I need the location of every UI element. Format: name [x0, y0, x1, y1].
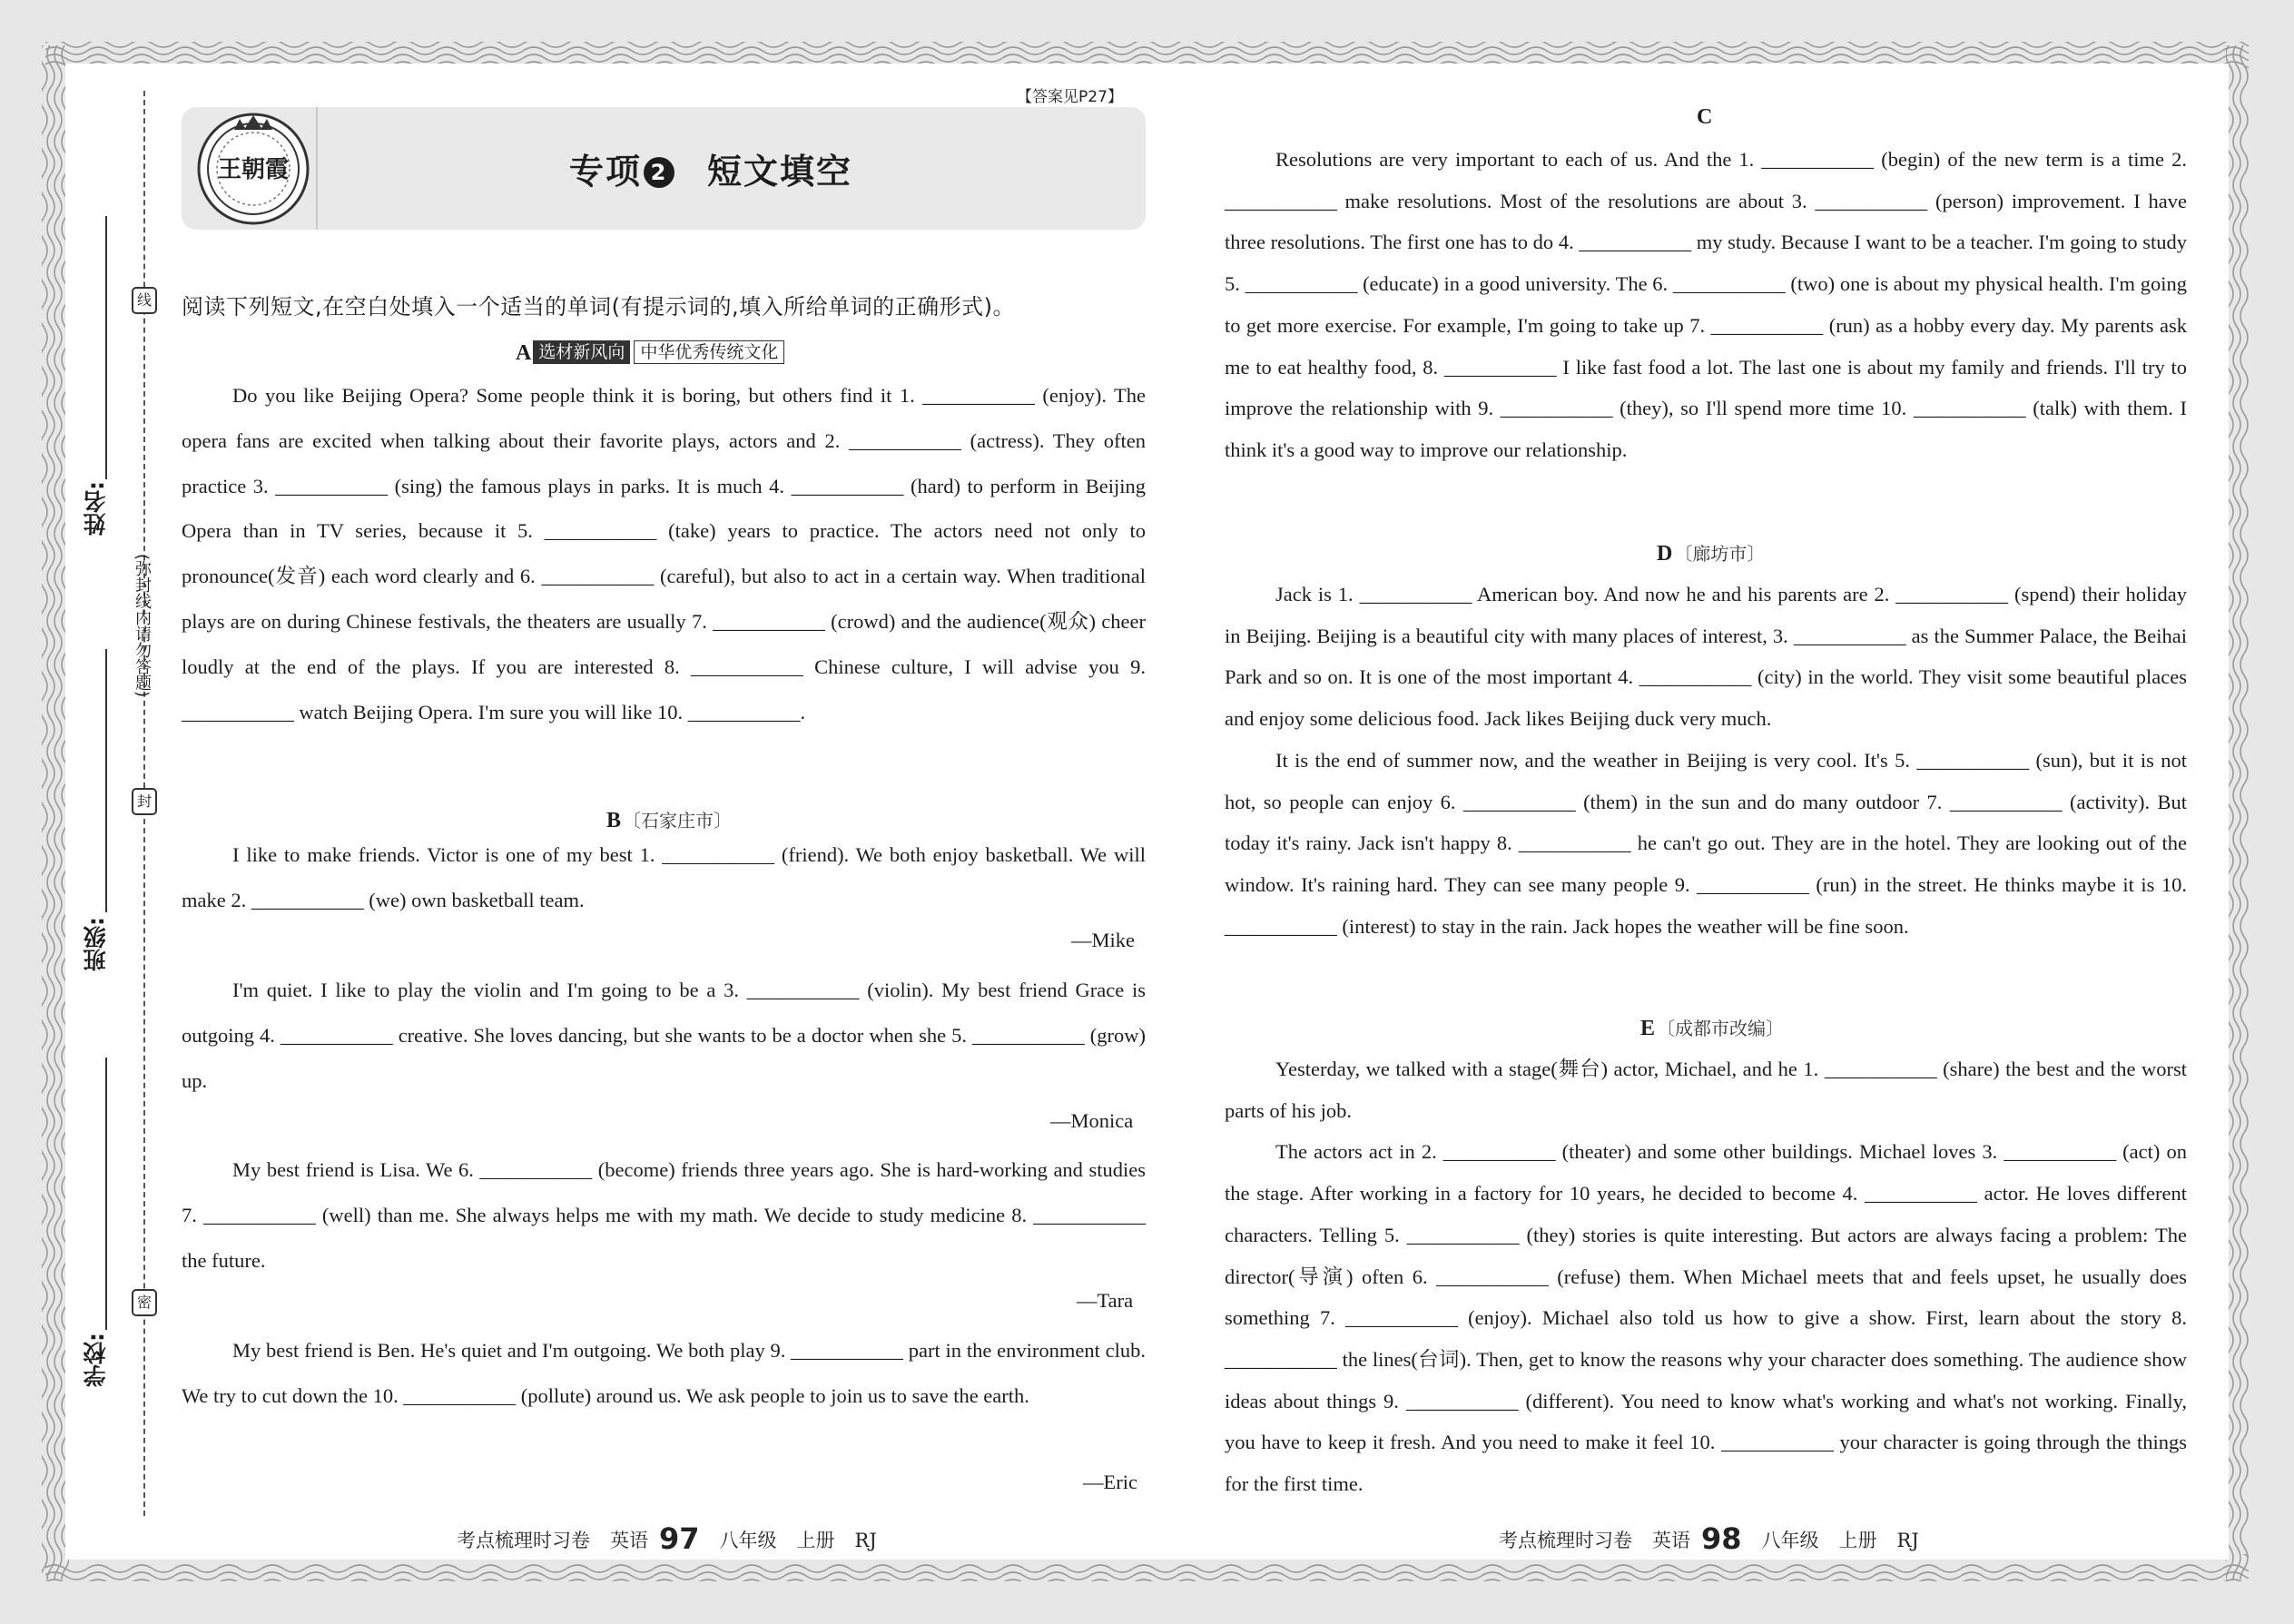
section-e-p1: Yesterday, we talked with a stage(舞台) actor, Michael, and he 1. ___________ (share) the best and the worst parts of his job. [1225, 1058, 2187, 1122]
footer-left-series: 考点梳理时习卷 [457, 1530, 590, 1551]
signature-monica: —Monica [1050, 1109, 1134, 1132]
section-c-passage [1225, 139, 2187, 471]
section-d-source: 〔廊坊市〕 [1674, 543, 1766, 565]
page-title [569, 143, 852, 193]
publisher-logo-seal [194, 110, 312, 228]
binding-mark-bottom: 密 [132, 1289, 157, 1316]
section-b-p3-block [182, 1147, 1146, 1283]
signature-eric: —Eric [1083, 1471, 1137, 1493]
section-e-p2: The actors act in 2. ___________ (theater) and some other buildings. Michael loves 3. ___________ (act) on the stage. After working in a factory for 10 years, he decided to become 4. ___________ actor. He loves different characters. Telling 5. ___________ (they) stories is quite interesting. But actors are always facing a problem: The director(导演) often 6. ___________ (refuse) them. When Michael meets that and feels upset, he usually does something 7. ___________ (enjoy). Michael also told us how to give a show. First, learn about the story 8. ___________ the lines(台词). Then, get to know the reasons why your character does something. The audience show ideas about things 9. ___________ (different). You need to know what's working and what's not working. Finally, you have to keep it fresh. And you need to make it feel 10. ___________ your character is going through the things for the first time. [1225, 1140, 2187, 1496]
section-c-heading [1697, 105, 1712, 130]
footer-left-grade: 八年级 [719, 1530, 777, 1551]
section-a-heading [516, 339, 784, 366]
section-c-letter: C [1697, 105, 1713, 129]
title-prefix: 专项 [569, 152, 643, 192]
section-a-paragraph: Do you like Beijing Opera? Some people think it is boring, but others find it 1. ___________ (enjoy). The opera fans are excited when talking about their favorite plays, actors and 2. ___________ (actress). They often practice 3. ___________ (sing) the famous plays in parks. It is much 4. ___________ (hard) to perform in Beijing Opera than in TV series, because it 5. ___________ (take) years to practice. The actors need not only to pronounce(发音) each word clearly and 6. ___________ (careful), but also to act in a certain way. When traditional plays are on during Chinese festivals, the theaters are usually 7. ___________ (crowd) and the audience(观众) cheer loudly at the end of the plays. If you are interested 8. ___________ Chinese culture, I will advise you 9. ___________ watch Beijing Opera. I'm sure you will like 10. ___________. [182, 384, 1146, 723]
title-number-badge: 2 [644, 157, 674, 188]
section-b-source: 〔石家庄市〕 [623, 810, 733, 832]
signature-mike: —Mike [1071, 929, 1135, 951]
instructions: 阅读下列短文,在空白处填入一个适当的单词(有提示词的,填入所给单词的正确形式)。 [182, 294, 1015, 320]
section-e-passage [1225, 1048, 2187, 1505]
binding-mark-middle: 封 [132, 788, 157, 815]
section-c-paragraph: Resolutions are very important to each of us. And the 1. ___________ (begin) of the new term is a time 2. ___________ make resolutions. Most of the resolutions are about 3. ___________ (person) improvement. I have three resolutions. The first one has to do 4. ___________ my study. Because I want to be a teacher. I'm going to study 5. ___________ (educate) in a good university. The 6. ___________ (two) one is about my physical health. I'm going to get more exercise. For example, I'm going to take up 7. ___________ (run) as a hobby every day. My parents ask me to eat healthy food, 8. ___________ I like fast food a lot. The last one is about my family and friends. I'll try to improve the relationship with 9. ___________ (they), so I'll spend more time 10. ___________ (talk) with them. I think it's a good way to improve our relationship. [1225, 148, 2187, 461]
section-a-passage [182, 373, 1146, 734]
binding-note: (弥封线内请勿答题) [133, 554, 152, 698]
section-e-letter: E [1640, 1017, 1656, 1040]
school-field-line[interactable] [105, 1058, 107, 1330]
name-field-line[interactable] [105, 216, 107, 479]
section-b-p1: I like to make friends. Victor is one of my best 1. ___________ (friend). We both enjoy basketball. We will make 2. ___________ (we) own basketball team. [182, 843, 1146, 911]
badge-dark: 选材新风向 [533, 340, 630, 364]
footer-left-edition: RJ [854, 1530, 877, 1551]
section-d-passage [1225, 574, 2187, 947]
class-field-line[interactable] [105, 649, 107, 912]
title-text: 短文填空 [707, 152, 853, 192]
footer-right-edition: RJ [1896, 1530, 1919, 1551]
footer-left-volume: 上册 [796, 1530, 835, 1551]
section-d-p2: It is the end of summer now, and the weather in Beijing is very cool. It's 5. ___________ (sun), but it is not hot, so people can enjoy 6. ___________ (them) in the sun and do many outdoor 7. ___________ (activity). But today it's rainy. Jack isn't happy 8. ___________ he can't go out. They are in the hotel. They are looking out of the window. It's raining hard. They can see many people 9. ___________ (run) in the street. He thinks maybe it is 10. ___________ (interest) to stay in the rain. Jack hopes the weather will be fine soon. [1225, 748, 2187, 938]
logo-divider [316, 107, 318, 230]
section-b-p4-block [182, 1328, 1146, 1419]
binding-mark-top: 线 [132, 287, 157, 314]
section-b-p2-block [182, 968, 1146, 1103]
section-a-letter: A [516, 341, 532, 365]
section-a-badge [533, 339, 784, 363]
signature-tara: —Tara [1077, 1289, 1134, 1312]
section-b-letter: B [606, 809, 622, 832]
section-e-source: 〔成都市改编〕 [1657, 1018, 1785, 1039]
section-b-p1-block [182, 832, 1146, 923]
section-d-p1: Jack is 1. ___________ American boy. And now he and his parents are 2. ___________ (spend) their holiday in Beijing. Beijing is a beautiful city with many places of interest, 3. ___________ as the Summer Palace, the Beihai Park and so on. It is one of the most important 4. ___________ (city) in the world. They visit some beautiful places and enjoy some delicious food. Jack likes Beijing duck very much. [1225, 583, 2187, 731]
class-label: 班级: [83, 917, 109, 971]
section-d-letter: D [1657, 542, 1673, 566]
section-b-p4: My best friend is Ben. He's quiet and I'm outgoing. We both play 9. ___________ part in the environment club. We try to cut down the 10. ___________ (pollute) around us. We ask people to join us to save the earth. [182, 1339, 1146, 1407]
footer-right-volume: 上册 [1838, 1530, 1877, 1551]
footer-right-grade: 八年级 [1761, 1530, 1819, 1551]
badge-light: 中华优秀传统文化 [634, 340, 784, 364]
section-d-heading [1657, 539, 1765, 566]
section-b-p3: My best friend is Lisa. We 6. ___________ (become) friends three years ago. She is hard-working and studies 7. ___________ (well) than me. She always helps me with my math. We decide to study medicine 8. ___________ the future. [182, 1158, 1146, 1272]
footer-right [1499, 1521, 1919, 1556]
page-number-left: 97 [659, 1521, 700, 1556]
page-number-right: 98 [1701, 1521, 1742, 1556]
footer-right-subject: 英语 [1652, 1530, 1690, 1551]
section-e-heading [1640, 1014, 1784, 1041]
footer-right-series: 考点梳理时习卷 [1499, 1530, 1632, 1551]
name-label: 姓名: [83, 481, 109, 536]
school-label: 学校: [83, 1333, 109, 1387]
answer-reference: 【答案见P27】 [1017, 88, 1123, 106]
footer-left-subject: 英语 [610, 1530, 648, 1551]
logo-text: 王朝霞 [217, 156, 290, 183]
section-b-p2: I'm quiet. I like to play the violin and I'm going to be a 3. ___________ (violin). My best friend Grace is outgoing 4. ___________ creative. She loves dancing, but she wants to be a doctor when she 5. ___________ (grow) up. [182, 979, 1146, 1092]
section-b-heading [606, 806, 732, 833]
footer-left [457, 1521, 877, 1556]
